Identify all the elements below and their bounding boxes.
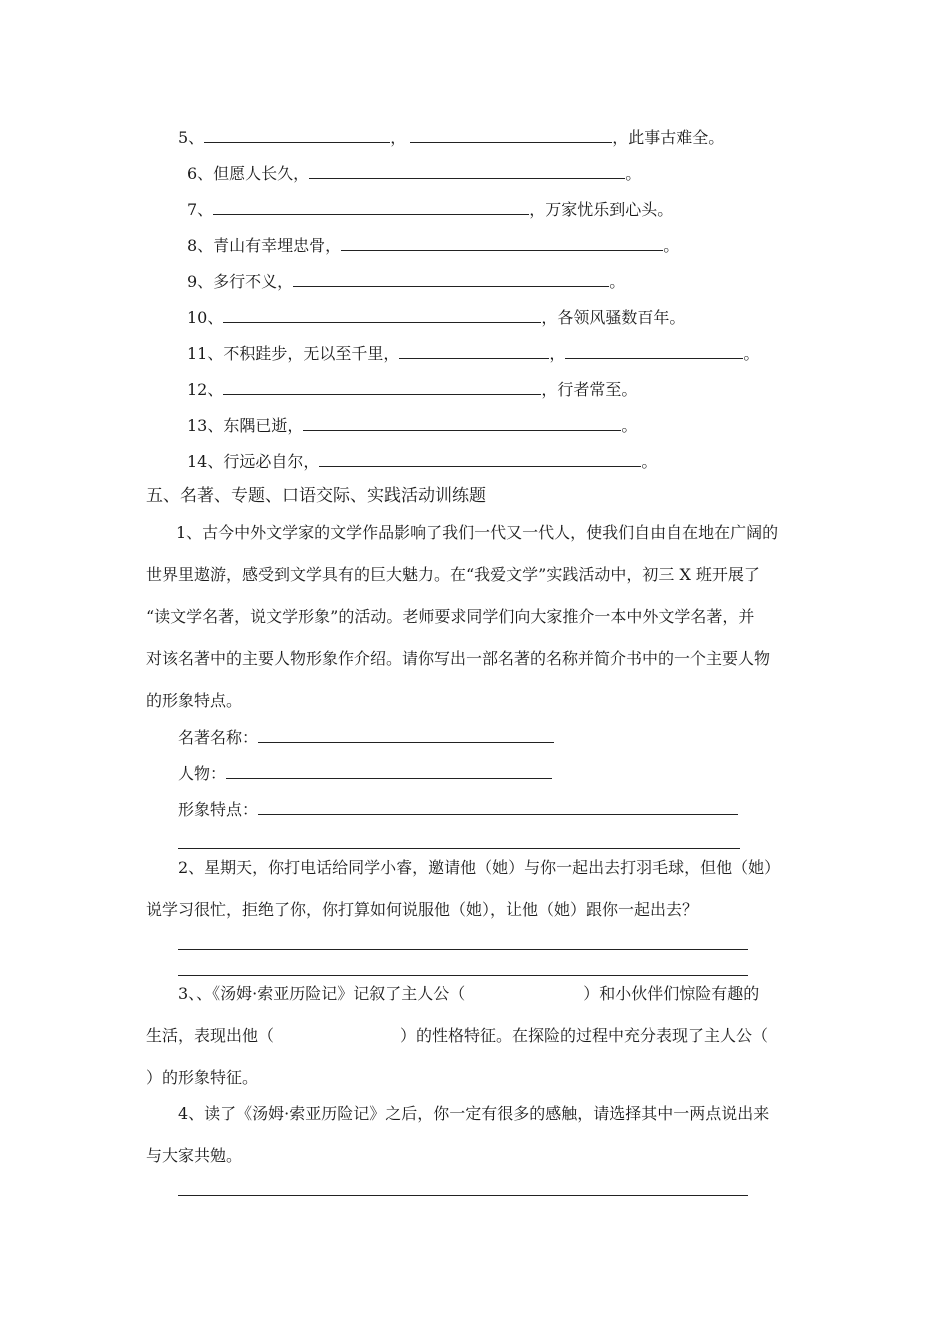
- trait-label: 形象特点：: [178, 800, 259, 819]
- question-tail: ，各领风骚数百年。: [541, 308, 686, 327]
- book-name-label: 名著名称：: [178, 728, 259, 747]
- q3-text: 生活，表现出他（: [146, 1026, 275, 1045]
- person-blank[interactable]: [226, 762, 552, 779]
- q3-text: ）和小伙伴们惊险有趣的: [583, 984, 760, 1003]
- q4-line: 4、读了《汤姆·索亚历险记》之后，你一定有很多的感触，请选择其中一两点说出来: [178, 1104, 770, 1123]
- question-number: 10、: [187, 308, 224, 327]
- q4-line: 与大家共勉。: [146, 1146, 243, 1165]
- q1-line: 的形象特点。: [146, 691, 243, 710]
- question-head: 11、不积跬步，无以至千里，: [187, 344, 400, 363]
- answer-blank[interactable]: [303, 414, 621, 431]
- question-head: 6、但愿人长久，: [187, 164, 310, 183]
- answer-line[interactable]: [178, 1195, 748, 1196]
- book-name-row: [178, 726, 554, 748]
- trait-row: [178, 798, 738, 820]
- question-tail: ，万家忧乐到心头。: [529, 200, 674, 219]
- question-5: [178, 126, 724, 148]
- question-11: [187, 342, 759, 364]
- q2-line: 2、星期天，你打电话给同学小睿，邀请他（她）与你一起出去打羽毛球，但他（她）: [178, 858, 781, 877]
- question-tail: 。: [621, 416, 638, 435]
- question-tail: 。: [663, 236, 680, 255]
- answer-line[interactable]: [178, 975, 748, 976]
- question-12: [187, 378, 637, 400]
- answer-line[interactable]: [178, 848, 740, 849]
- question-14: [187, 450, 657, 472]
- question-tail: 。: [625, 164, 642, 183]
- question-10: [187, 306, 685, 328]
- answer-blank[interactable]: [319, 450, 641, 467]
- answer-line[interactable]: [178, 949, 748, 950]
- q1-line: 对该名著中的主要人物形象作介绍。请你写出一部名著的名称并简介书中的一个主要人物: [146, 649, 771, 668]
- question-tail: ，此事古难全。: [612, 128, 725, 147]
- question-head: 14、行远必自尔，: [187, 452, 320, 471]
- person-row: [178, 762, 552, 784]
- q3-line3: ）的形象特征。: [146, 1068, 259, 1087]
- answer-blank[interactable]: [565, 342, 743, 359]
- q1-line: 1、古今中外文学家的文学作品影响了我们一代又一代人，使我们自由自在地在广阔的: [176, 523, 779, 542]
- question-head: 13、东隅已逝，: [187, 416, 304, 435]
- q3-text: ）的性格特征。在探险的过程中充分表现了主人公（: [400, 1026, 769, 1045]
- q1-line: “读文学名著，说文学形象”的活动。老师要求同学们向大家推介一本中外文学名著，并: [146, 607, 755, 626]
- answer-blank[interactable]: [399, 342, 549, 359]
- q3-text: 3、、《汤姆·索亚历险记》记叙了主人公（: [178, 984, 466, 1003]
- answer-blank[interactable]: [341, 234, 663, 251]
- answer-blank[interactable]: [204, 126, 390, 143]
- question-separator: ，: [549, 344, 566, 363]
- question-number: 12、: [187, 380, 224, 399]
- q2-line: 说学习很忙，拒绝了你，你打算如何说服他（她），让他（她）跟你一起出去？: [146, 900, 699, 919]
- q3-line1: [178, 983, 759, 1005]
- question-tail: 。: [743, 344, 760, 363]
- book-name-blank[interactable]: [258, 726, 554, 743]
- question-9: [187, 270, 625, 292]
- answer-blank[interactable]: [309, 162, 625, 179]
- answer-blank[interactable]: [213, 198, 529, 215]
- answer-blank[interactable]: [223, 306, 541, 323]
- question-6: [187, 162, 641, 184]
- question-number: 7、: [187, 200, 214, 219]
- question-tail: 。: [609, 272, 626, 291]
- question-13: [187, 414, 637, 436]
- question-number: 5、: [178, 128, 205, 147]
- person-label: 人物：: [178, 764, 227, 783]
- question-8: [187, 234, 679, 256]
- question-7: [187, 198, 673, 220]
- q3-line2: [146, 1025, 768, 1047]
- answer-blank[interactable]: [410, 126, 612, 143]
- question-head: 8、青山有幸埋忠骨，: [187, 236, 342, 255]
- answer-blank[interactable]: [293, 270, 609, 287]
- answer-blank[interactable]: [223, 378, 541, 395]
- trait-blank[interactable]: [258, 798, 738, 815]
- question-tail: ，行者常至。: [541, 380, 638, 399]
- section-title: 五、名著、专题、口语交际、实践活动训练题: [146, 486, 486, 506]
- question-tail: 。: [641, 452, 658, 471]
- question-separator: ，: [390, 128, 407, 147]
- q1-line: 世界里遨游，感受到文学具有的巨大魅力。在“我爱文学”实践活动中，初三 X 班开展了: [146, 565, 760, 584]
- question-head: 9、多行不义，: [187, 272, 294, 291]
